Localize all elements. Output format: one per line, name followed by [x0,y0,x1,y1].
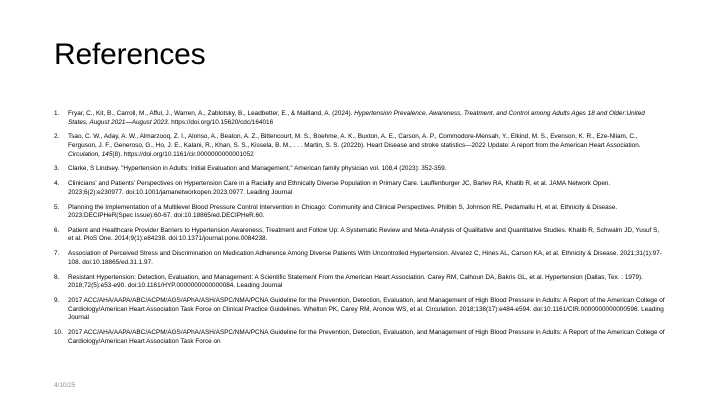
reference-text: Clarke, S Lindsey. "Hypertension in Adults: Initial Evaluation and Management." American family physician vol. 108,4 (2023): 352-359. [68,165,447,173]
reference-number: 2. [54,133,60,141]
reference-list [54,110,666,352]
reference-number: 10. [54,328,63,336]
reference-item [54,329,666,346]
reference-text [68,133,666,159]
reference-number: 4. [54,180,60,188]
reference-text: Patient and Healthcare Provider Barriers to Hypertension Awareness, Treatment and Follow Up: A Systematic Review and Meta-Analysis of Qualitative and Quantitative Studies. Khatib R, Schwalm JD, Yusuf S, et al. PloS One. 2014;9(1):e84238. doi:10.1371/journal.pone.0084238. [68,226,660,243]
reference-number: 8. [54,273,60,281]
slide-title: References [54,38,206,71]
reference-item [54,250,666,267]
reference-text: Resistant Hypertension: Detection, Evaluation, and Management: A Scientific Statement From the American Heart Association. Carey RM, Calhoun DA, Bakris GL, et al. Hypertension (Dallas, Tex. : 1979). 2018;72(5):e53-e90. doi:10.1161/HYP.0000000000000084. Leading Journal [68,273,643,290]
reference-item [54,227,666,244]
reference-text: Association of Perceived Stress and Discrimination on Medication Adherence Among Diverse Patients With Uncontrolled Hypertension. Alvarez C, Hines AL, Carson KA, et al. Ethnicity & Disease. 2021;31(1):97-108. doi:10.18865/ed.31.1.97. [68,250,662,266]
reference-item [54,274,666,291]
reference-text: Clinicians' and Patients' Perspectives on Hypertension Care in a Racially and Ethnically Diverse Population in Primary Care. Lauffenburger JC, Barlev RA, Khatib R, et al. JAMA Network Open. 2023;6(2):e230977. doi:10.1001/jamanetworkopen.2023.0977. Leading Journal [68,180,611,196]
reference-text-part: Fryar, C., Kit, B., Carroll, M., Afful, J., Warren, A., Zablotsky, B., Leadbetter, E., & Maitland, A. (2024). [68,110,355,117]
footer-date: 4/10/25 [54,382,76,389]
reference-item [54,110,666,127]
reference-doi: (8). https://doi.org/10.1161/cir.0000000000001052 [112,150,254,158]
reference-number: 3. [54,165,60,173]
reference-doi: . https://doi.org/10.15620/cdc/164016 [167,118,274,126]
reference-text [68,110,666,127]
reference-text: Planning the Implementation of a Multilevel Blood Pressure Control Intervention in Chicago: Community and Clinical Perspectives. Philbin S, Johnson RE, Pedamallu H, et al. Ethnicity & Disease. 2023;DECIPHeR(Spec Issue):60-67. doi:10.18865/ed.DECIPHeR.60. [68,203,618,220]
reference-number: 6. [54,226,60,234]
reference-italic-title: Hypertension Prevalence, Awareness, Treatment, and Control among Adults Ages 18 and Older:United States, August 2021—August 2023 [68,110,645,126]
reference-number: 5. [54,203,60,211]
reference-text: 2017 ACC/AHA/AAPA/ABC/ACPM/AGS/APhA/ASH/ASPC/NMA/PCNA Guideline for the Prevention, Detection, Evaluation, and Management of High Blood Pressure in Adults: A Report of the American College of Cardiology/American Heart Association Task Force on Clinical Practice Guidelines. Whelton PK, Carey RM, Aronow WS, et al. Circulation. 2018;138(17):e484-e594. doi:10.1161/CIR.0000000000000596. Leading Journal [68,297,665,322]
reference-item [54,180,666,197]
reference-item [54,297,666,323]
reference-text: 2017 ACC/AHA/AAPA/ABC/ACPM/AGS/APhA/ASH/ASPC/NMA/PCNA Guideline for the Prevention, Detection, Evaluation, and Management of High Blood Pressure in Adults: A Report of the American College of Cardiology/American Heart Association Task Force on [68,328,665,345]
reference-number: 9. [54,297,60,304]
reference-text-part: Tsao, C. W., Aday, A. W., Almarzooq, Z. I., Alonso, A., Beaton, A. Z., Bittencourt, M. S., Boehme, A. K., Buxton, A. E., Carson, A. P., Commodore-Mensah, Y., Elkind, M. S., Evenson, K. R., Eze-Nliam, C., Ferguson, J. F., Generoso, G., Ho, J. E., Kalani, R., Khan, S. S., Kissela, B. M., . . . Martin, S. S. (2022b). Heart Disease and stroke statistics—2022 Update: A report from the American Heart Association. [68,133,641,149]
reference-italic-title: Circulation, 145 [68,150,113,158]
reference-item [54,204,666,221]
reference-number: 1. [54,110,60,117]
reference-number: 7. [54,250,60,258]
reference-item [54,165,666,174]
reference-item [54,133,666,159]
